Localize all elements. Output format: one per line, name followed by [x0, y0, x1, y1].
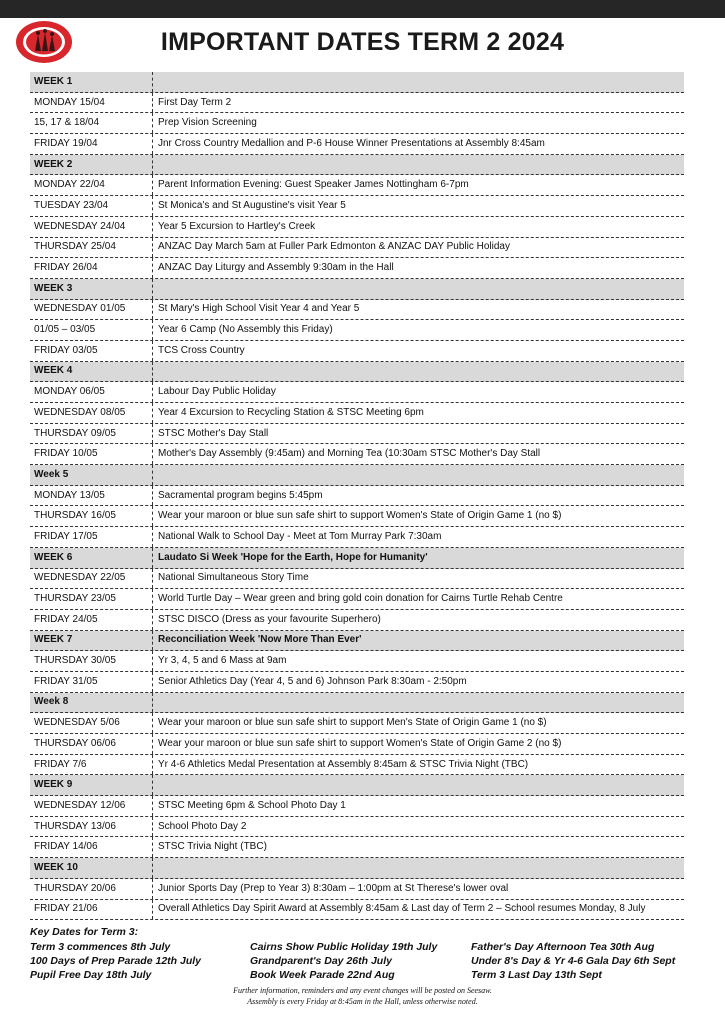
event-cell: St Monica's and St Augustine's visit Year 5	[158, 199, 346, 211]
event-cell: School Photo Day 2	[158, 820, 247, 832]
date-cell: THURSDAY 13/06	[30, 817, 153, 837]
week-header-row	[30, 279, 684, 300]
key-date-item: Book Week Parade 22nd Aug	[250, 969, 395, 981]
event-cell: Overall Athletics Day Spirit Award at Assembly 8:45am & Last day of Term 2 – School resumes Monday, 8 July	[158, 903, 646, 915]
key-date-item: Under 8's Day & Yr 4-6 Gala Day 6th Sept	[471, 955, 676, 967]
table-row	[30, 217, 684, 238]
event-cell: St Mary's High School Visit Year 4 and Year 5	[158, 303, 360, 315]
table-row	[30, 817, 684, 838]
event-cell	[153, 279, 684, 299]
date-cell: MONDAY 13/05	[30, 486, 153, 506]
table-row	[30, 506, 684, 527]
week-header-row	[30, 775, 684, 796]
table-row	[30, 672, 684, 693]
event-cell: National Simultaneous Story Time	[158, 572, 309, 584]
table-row	[30, 444, 684, 465]
date-cell: 01/05 – 03/05	[30, 320, 153, 340]
date-cell: TUESDAY 23/04	[30, 196, 153, 216]
table-row	[30, 734, 684, 755]
date-cell: FRIDAY 17/05	[30, 527, 153, 547]
page-title: IMPORTANT DATES TERM 2 2024	[160, 28, 565, 56]
table-row	[30, 341, 684, 362]
table-row	[30, 900, 684, 921]
table-row	[30, 134, 684, 155]
table-row	[30, 238, 684, 259]
date-cell: THURSDAY 16/05	[30, 506, 153, 526]
date-cell: THURSDAY 06/06	[30, 734, 153, 754]
event-cell: Year 6 Camp (No Assembly this Friday)	[158, 324, 333, 336]
key-date-item: Term 3 Last Day 13th Sept	[471, 969, 602, 981]
key-dates	[30, 926, 710, 981]
date-cell: THURSDAY 25/04	[30, 238, 153, 258]
week-header-row	[30, 693, 684, 714]
event-cell: Wear your maroon or blue sun safe shirt to support Women's State of Origin Game 2 (no $)	[158, 737, 562, 749]
date-cell: WEEK 10	[30, 858, 153, 878]
event-cell: ANZAC Day Liturgy and Assembly 9:30am in the Hall	[158, 262, 394, 274]
week-header-row	[30, 155, 684, 176]
date-cell: FRIDAY 31/05	[30, 672, 153, 692]
table-row	[30, 196, 684, 217]
event-cell: STSC Meeting 6pm & School Photo Day 1	[158, 799, 346, 811]
date-cell: WEDNESDAY 12/06	[30, 796, 153, 816]
event-cell: Labour Day Public Holiday	[158, 386, 276, 398]
event-cell: TCS Cross Country	[158, 344, 245, 356]
table-row	[30, 382, 684, 403]
date-cell: MONDAY 22/04	[30, 175, 153, 195]
date-cell: 15, 17 & 18/04	[30, 113, 153, 133]
date-cell: THURSDAY 20/06	[30, 879, 153, 899]
table-row	[30, 300, 684, 321]
table-row	[30, 93, 684, 114]
table-row	[30, 610, 684, 631]
date-cell: WEEK 9	[30, 775, 153, 795]
date-cell: Week 5	[30, 465, 153, 485]
date-cell: FRIDAY 19/04	[30, 134, 153, 154]
date-cell: THURSDAY 23/05	[30, 589, 153, 609]
event-cell: STSC Trivia Night (TBC)	[158, 841, 267, 853]
event-cell: Prep Vision Screening	[158, 117, 257, 129]
event-cell	[153, 465, 684, 485]
event-cell: Mother's Day Assembly (9:45am) and Morning Tea (10:30am STSC Mother's Day Stall	[158, 448, 541, 460]
table-row	[30, 527, 684, 548]
event-cell: Senior Athletics Day (Year 4, 5 and 6) Johnson Park 8:30am - 2:50pm	[158, 675, 467, 687]
date-cell: WEEK 6	[30, 548, 153, 568]
week-header-row	[30, 465, 684, 486]
week-header-row	[30, 72, 684, 93]
table-row	[30, 486, 684, 507]
date-cell: WEEK 7	[30, 631, 153, 651]
event-cell	[153, 72, 684, 92]
week-header-row	[30, 362, 684, 383]
event-cell: Yr 4-6 Athletics Medal Presentation at Assembly 8:45am & STSC Trivia Night (TBC)	[158, 758, 529, 770]
date-cell: WEDNESDAY 5/06	[30, 713, 153, 733]
date-cell: WEDNESDAY 22/05	[30, 569, 153, 589]
event-cell: Wear your maroon or blue sun safe shirt to support Women's State of Origin Game 1 (no $)	[158, 510, 562, 522]
date-cell: WEDNESDAY 08/05	[30, 403, 153, 423]
footnote-line: Assembly is every Friday at 8:45am in the Hall, unless otherwise noted.	[247, 997, 478, 1006]
key-dates-grid	[30, 941, 710, 981]
table-row	[30, 879, 684, 900]
event-cell: Junior Sports Day (Prep to Year 3) 8:30am – 1:00pm at St Therese's lower oval	[158, 882, 509, 894]
week-header-row	[30, 858, 684, 879]
date-cell: THURSDAY 09/05	[30, 424, 153, 444]
date-cell: WEDNESDAY 24/04	[30, 217, 153, 237]
week-header-row	[30, 548, 684, 569]
table-row	[30, 569, 684, 590]
table-row	[30, 320, 684, 341]
table-row	[30, 713, 684, 734]
date-cell: WEEK 3	[30, 279, 153, 299]
date-cell: Week 8	[30, 693, 153, 713]
date-cell: WEEK 4	[30, 362, 153, 382]
event-cell: STSC DISCO (Dress as your favourite Superhero)	[158, 613, 381, 625]
date-cell: FRIDAY 03/05	[30, 341, 153, 361]
key-date-item: Term 3 commences 8th July	[30, 941, 171, 953]
table-row	[30, 175, 684, 196]
date-cell: FRIDAY 21/06	[30, 900, 153, 920]
date-cell: WEDNESDAY 01/05	[30, 300, 153, 320]
date-cell: FRIDAY 10/05	[30, 444, 153, 464]
date-cell: WEEK 2	[30, 155, 153, 175]
event-cell: ANZAC Day March 5am at Fuller Park Edmonton & ANZAC DAY Public Holiday	[158, 241, 510, 253]
event-cell	[153, 775, 684, 795]
table-row	[30, 403, 684, 424]
table-row	[30, 258, 684, 279]
key-dates-title: Key Dates for Term 3:	[30, 926, 139, 938]
key-date-item: Father's Day Afternoon Tea 30th Aug	[471, 941, 655, 953]
dates-table	[30, 72, 684, 920]
event-cell: Year 4 Excursion to Recycling Station & STSC Meeting 6pm	[158, 406, 424, 418]
table-row	[30, 796, 684, 817]
event-cell: Wear your maroon or blue sun safe shirt to support Men's State of Origin Game 1 (no $)	[158, 717, 547, 729]
table-row	[30, 837, 684, 858]
event-cell: World Turtle Day – Wear green and bring gold coin donation for Cairns Turtle Rehab Centre	[158, 593, 563, 605]
event-cell: Laudato Si Week 'Hope for the Earth, Hope for Humanity'	[158, 551, 428, 563]
footnote-line: Further information, reminders and any event changes will be posted on Seesaw.	[233, 986, 492, 995]
date-cell: FRIDAY 24/05	[30, 610, 153, 630]
date-cell: FRIDAY 14/06	[30, 837, 153, 857]
event-cell: Year 5 Excursion to Hartley's Creek	[158, 220, 316, 232]
date-cell: WEEK 1	[30, 72, 153, 92]
date-cell: THURSDAY 30/05	[30, 651, 153, 671]
key-date-item: Cairns Show Public Holiday 19th July	[250, 941, 438, 953]
date-cell: MONDAY 15/04	[30, 93, 153, 113]
event-cell: Jnr Cross Country Medallion and P-6 House Winner Presentations at Assembly 8:45am	[158, 137, 545, 149]
top-bar	[0, 0, 725, 18]
key-date-item: Pupil Free Day 18th July	[30, 969, 152, 981]
event-cell	[153, 693, 684, 713]
date-cell: FRIDAY 7/6	[30, 755, 153, 775]
key-date-item: 100 Days of Prep Parade 12th July	[30, 955, 201, 967]
date-cell: MONDAY 06/05	[30, 382, 153, 402]
event-cell	[153, 858, 684, 878]
event-cell	[153, 362, 684, 382]
week-header-row	[30, 631, 684, 652]
table-row	[30, 424, 684, 445]
key-date-item: Grandparent's Day 26th July	[250, 955, 392, 967]
footnote	[0, 985, 725, 1007]
event-cell: Parent Information Evening: Guest Speaker James Nottingham 6-7pm	[158, 179, 469, 191]
table-row	[30, 651, 684, 672]
table-row	[30, 755, 684, 776]
date-cell: FRIDAY 26/04	[30, 258, 153, 278]
event-cell: Sacramental program begins 5:45pm	[158, 489, 323, 501]
table-row	[30, 113, 684, 134]
event-cell: Reconciliation Week 'Now More Than Ever'	[158, 634, 362, 646]
event-cell: National Walk to School Day - Meet at Tom Murray Park 7:30am	[158, 530, 442, 542]
event-cell: First Day Term 2	[158, 96, 232, 108]
event-cell	[153, 155, 684, 175]
event-cell: Yr 3, 4, 5 and 6 Mass at 9am	[158, 655, 287, 667]
table-row	[30, 589, 684, 610]
event-cell: STSC Mother's Day Stall	[158, 427, 269, 439]
